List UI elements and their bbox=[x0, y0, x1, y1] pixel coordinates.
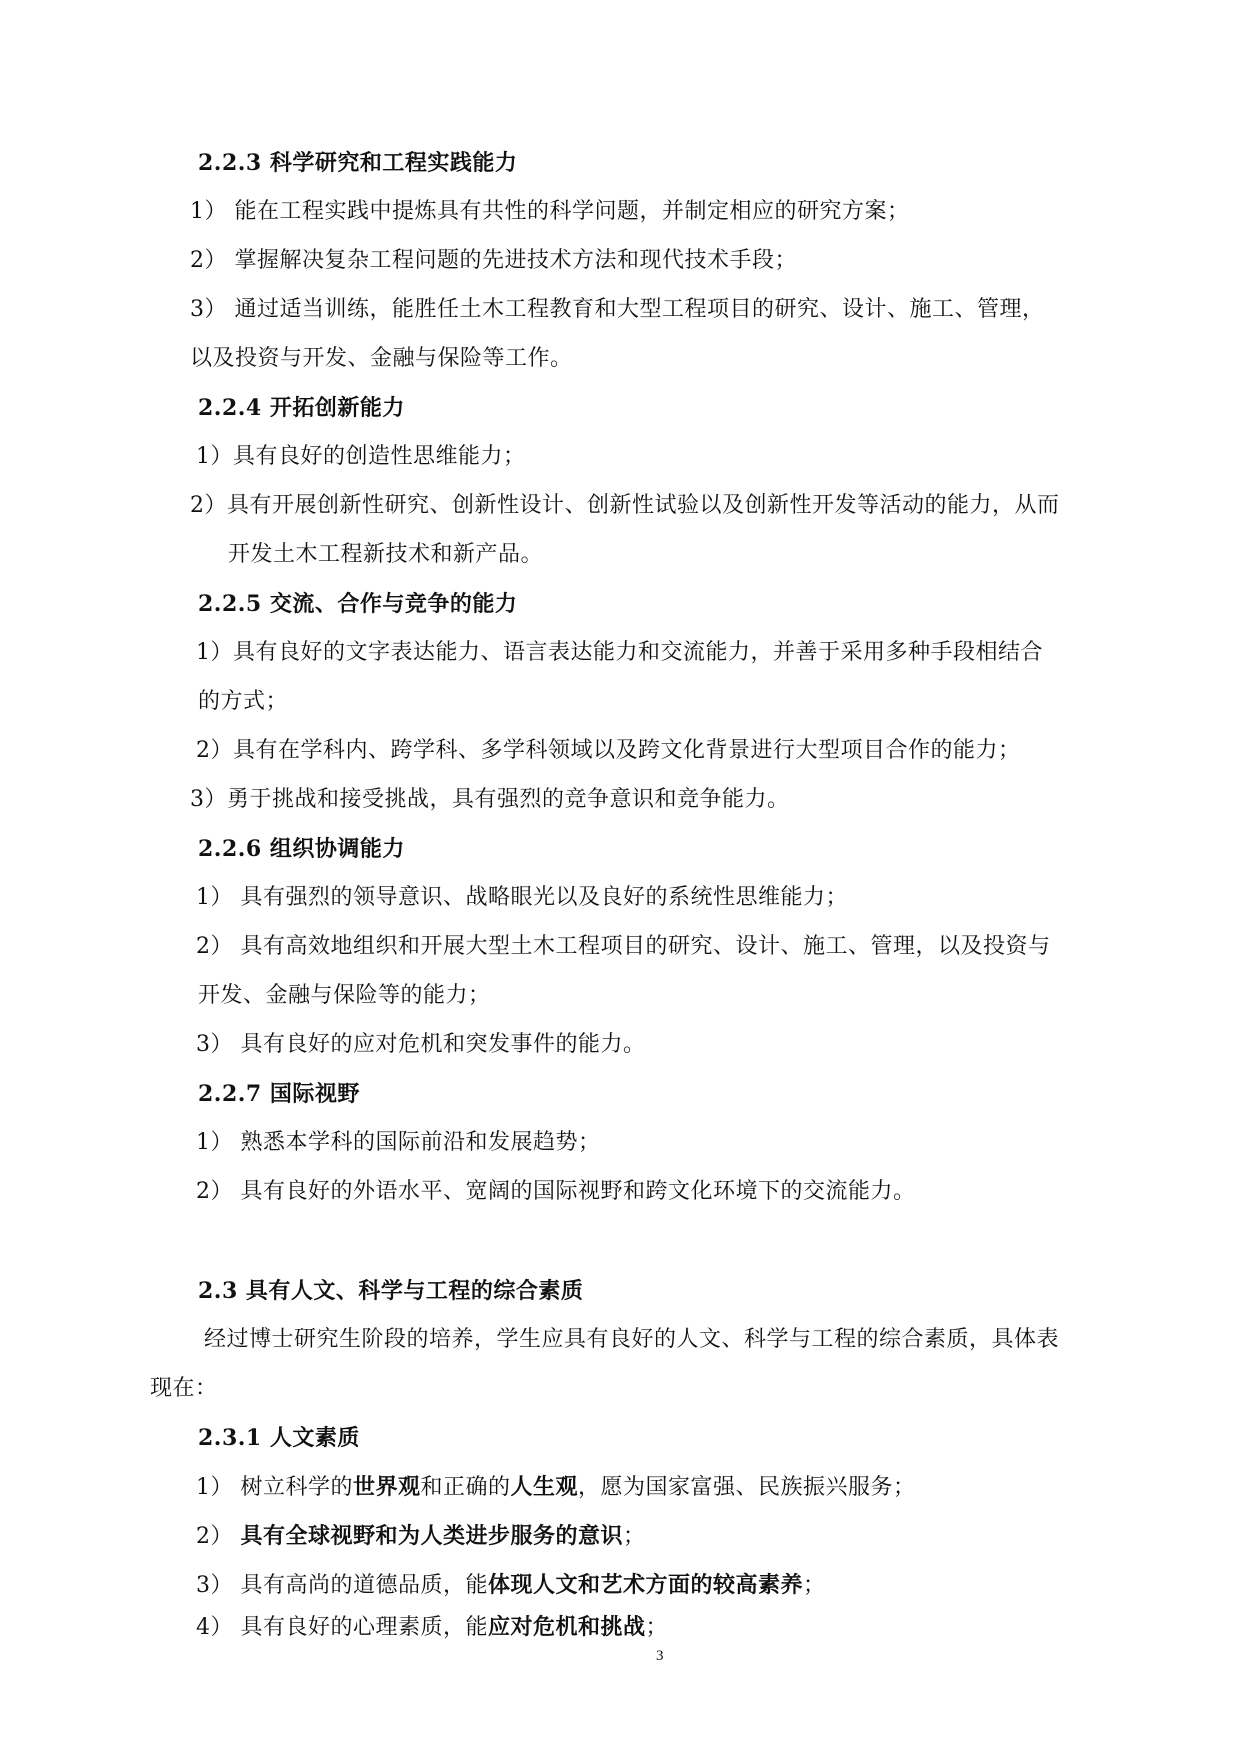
section-heading-2-2-7: 2.2.7 国际视野 bbox=[198, 1081, 360, 1107]
text-run: ； bbox=[623, 1524, 646, 1549]
list-item: 2）具有开展创新性研究、创新性设计、创新性试验以及创新性开发等活动的能力，从而 bbox=[190, 493, 1060, 518]
section-heading-2-2-3: 2.2.3 科学研究和工程实践能力 bbox=[198, 150, 518, 176]
list-item: 1） 能在工程实践中提炼具有共性的科学问题，并制定相应的研究方案； bbox=[190, 199, 910, 224]
text-run: ； bbox=[803, 1573, 826, 1598]
list-item: 2） 掌握解决复杂工程问题的先进技术方法和现代技术手段； bbox=[190, 248, 797, 273]
list-item: 3）勇于挑战和接受挑战，具有强烈的竞争意识和竞争能力。 bbox=[190, 787, 790, 812]
list-item: 1）具有良好的文字表达能力、语言表达能力和交流能力，并善于采用多种手段相结合 bbox=[196, 640, 1043, 665]
list-item bbox=[196, 1521, 646, 1552]
section-heading-2-3: 2.3 具有人文、科学与工程的综合素质 bbox=[198, 1278, 584, 1304]
emphasis-text: 人生观 bbox=[510, 1474, 579, 1500]
list-item: 2） 具有高效地组织和开展大型土木工程项目的研究、设计、施工、管理，以及投资与 bbox=[196, 934, 1051, 959]
text-run: ，愿为国家富强、民族振兴服务； bbox=[578, 1475, 916, 1500]
list-item-continuation: 开发土木工程新技术和新产品。 bbox=[228, 542, 544, 567]
text-run: 1） 树立科学的 bbox=[196, 1475, 353, 1500]
emphasis-text: 应对危机和挑战 bbox=[488, 1614, 646, 1640]
section-heading-2-3-1: 2.3.1 人文素质 bbox=[198, 1425, 360, 1451]
list-item: 3） 具有良好的应对危机和突发事件的能力。 bbox=[196, 1032, 646, 1057]
list-item: 2） 具有良好的外语水平、宽阔的国际视野和跨文化环境下的交流能力。 bbox=[196, 1179, 916, 1204]
text-run: 2） bbox=[196, 1524, 241, 1549]
list-item-continuation: 的方式； bbox=[198, 689, 289, 714]
page-number: 3 bbox=[656, 1648, 664, 1664]
list-item bbox=[196, 1612, 668, 1643]
list-item: 3） 通过适当训练，能胜任土木工程教育和大型工程项目的研究、设计、施工、管理， bbox=[190, 297, 1045, 322]
list-item: 1）具有良好的创造性思维能力； bbox=[196, 444, 526, 469]
text-run: 和正确的 bbox=[420, 1475, 511, 1500]
list-item: 2）具有在学科内、跨学科、多学科领域以及跨文化背景进行大型项目合作的能力； bbox=[196, 738, 1021, 763]
text-run: 3） 具有高尚的道德品质，能 bbox=[196, 1573, 488, 1598]
section-heading-2-2-5: 2.2.5 交流、合作与竞争的能力 bbox=[198, 591, 518, 617]
list-item-continuation: 以及投资与开发、金融与保险等工作。 bbox=[190, 346, 573, 371]
emphasis-text: 世界观 bbox=[353, 1474, 421, 1500]
text-run: 4） 具有良好的心理素质，能 bbox=[196, 1615, 488, 1640]
list-item: 1） 熟悉本学科的国际前沿和发展趋势； bbox=[196, 1130, 601, 1155]
paragraph-line: 经过博士研究生阶段的培养，学生应具有良好的人文、科学与工程的综合素质，具体表 bbox=[204, 1327, 1060, 1352]
list-item: 1） 具有强烈的领导意识、战略眼光以及良好的系统性思维能力； bbox=[196, 885, 848, 910]
section-heading-2-2-4: 2.2.4 开拓创新能力 bbox=[198, 395, 405, 421]
emphasis-text: 体现人文和艺术方面的较高素养 bbox=[488, 1572, 804, 1598]
text-run: ； bbox=[645, 1615, 669, 1640]
list-item bbox=[196, 1472, 916, 1503]
emphasis-text: 具有全球视野和为人类进步服务的意识 bbox=[240, 1523, 624, 1549]
paragraph-line: 现在： bbox=[150, 1376, 218, 1401]
list-item bbox=[196, 1570, 826, 1601]
section-heading-2-2-6: 2.2.6 组织协调能力 bbox=[198, 836, 405, 862]
list-item-continuation: 开发、金融与保险等的能力； bbox=[198, 983, 491, 1008]
